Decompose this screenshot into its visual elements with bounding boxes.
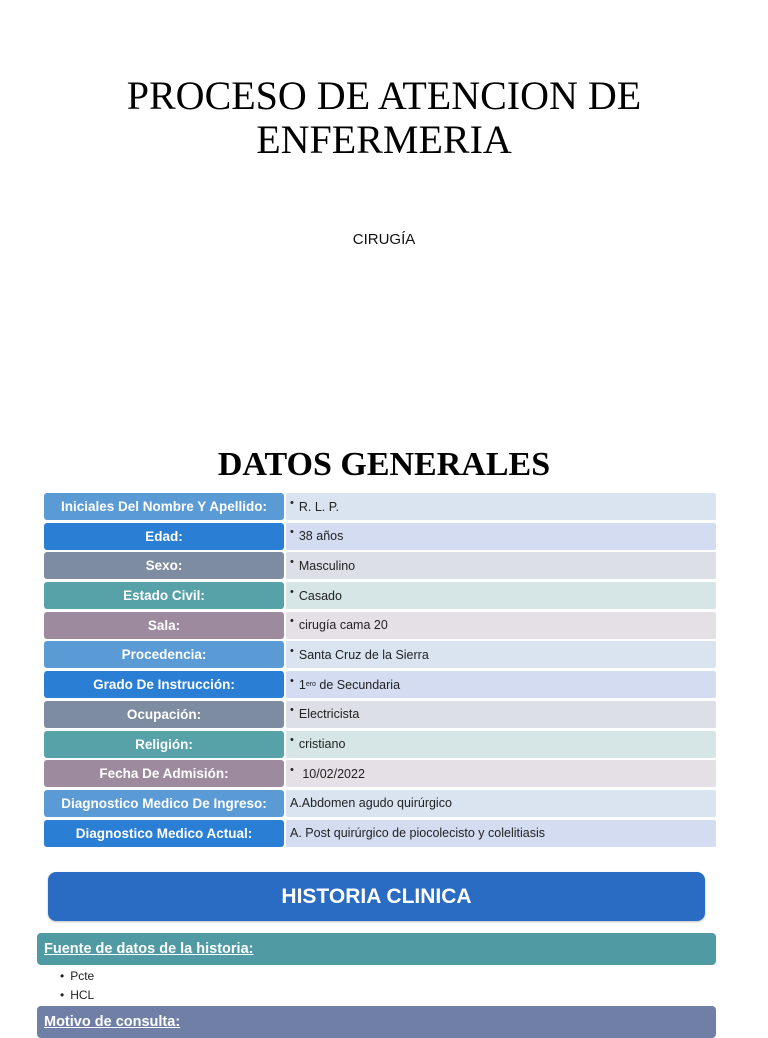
motivo-consulta-label: Motivo de consulta: xyxy=(44,1014,181,1030)
bullet-icon: • xyxy=(290,704,294,717)
historia-clinica-header: HISTORIA CLINICA xyxy=(48,872,705,921)
motivo-consulta-box xyxy=(37,1006,716,1038)
row-value xyxy=(286,790,716,817)
list-item: • HCL xyxy=(60,986,94,1005)
row-value-prefix: 1 xyxy=(298,677,306,692)
table-row xyxy=(44,493,716,520)
table-row xyxy=(44,790,716,817)
list-item: • Pcte xyxy=(60,967,94,986)
table-row xyxy=(44,671,716,698)
row-value xyxy=(286,671,716,698)
page-title xyxy=(0,74,768,162)
row-value xyxy=(286,582,716,609)
table-row xyxy=(44,820,716,847)
row-label: Edad: xyxy=(44,523,284,550)
row-value xyxy=(286,701,716,728)
row-value-text: R. L. P. xyxy=(298,499,339,514)
bullet-icon: • xyxy=(290,555,294,568)
row-label: Procedencia: xyxy=(44,641,284,668)
row-value-text: A. Post quirúrgico de piocolecisto y colelitiasis xyxy=(290,826,545,841)
row-value xyxy=(286,493,716,520)
bullet-icon: • xyxy=(290,763,294,776)
row-label: Sala: xyxy=(44,612,284,639)
row-label: Ocupación: xyxy=(44,701,284,728)
row-value-text: cristiano xyxy=(298,737,346,751)
row-value xyxy=(286,731,716,758)
fuente-datos-box xyxy=(37,933,716,965)
fuente-datos-list xyxy=(60,967,94,1005)
table-row xyxy=(44,760,716,787)
row-value xyxy=(286,641,716,668)
row-label: Grado De Instrucción: xyxy=(44,671,284,698)
row-label: Sexo: xyxy=(44,552,284,579)
row-value xyxy=(286,820,716,847)
row-value-text: A.Abdomen agudo quirúrgico xyxy=(290,796,452,811)
row-label: Estado Civil: xyxy=(44,582,284,609)
table-row xyxy=(44,731,716,758)
row-value xyxy=(286,523,716,550)
bullet-icon: • xyxy=(290,615,294,628)
bullet-icon: • xyxy=(290,734,294,746)
bullet-icon: • xyxy=(290,674,294,687)
table-row xyxy=(44,701,716,728)
row-value-text: 10/02/2022 xyxy=(298,766,365,781)
row-value-text: Electricista xyxy=(298,707,360,722)
bullet-icon: • xyxy=(290,526,294,539)
title-line-2: ENFERMERIA xyxy=(256,117,512,162)
row-label: Religión: xyxy=(44,731,284,758)
row-value xyxy=(286,760,716,787)
bullet-icon: • xyxy=(290,585,294,598)
table-row xyxy=(44,523,716,550)
bullet-icon: • xyxy=(290,644,294,657)
fuente-datos-label: Fuente de datos de la historia: xyxy=(44,941,254,957)
subtitle: CIRUGÍA xyxy=(352,231,416,248)
row-value-text: 38 años xyxy=(298,529,344,544)
row-value-text: Santa Cruz de la Sierra xyxy=(298,647,429,662)
row-value-text: Casado xyxy=(298,588,342,603)
table-row xyxy=(44,552,716,579)
row-label: Diagnostico Medico Actual: xyxy=(44,820,284,847)
row-value-superscript: ero xyxy=(305,681,316,689)
title-line-1: PROCESO DE ATENCION DE xyxy=(126,73,642,118)
section-title-datos-generales: DATOS GENERALES xyxy=(217,446,551,483)
row-label: Iniciales Del Nombre Y Apellido: xyxy=(44,493,284,520)
row-value-text: cirugía cama 20 xyxy=(298,618,388,633)
table-row xyxy=(44,612,716,639)
table-row xyxy=(44,582,716,609)
row-value-text: Masculino xyxy=(298,558,356,573)
row-value xyxy=(286,552,716,579)
bullet-icon: • xyxy=(290,496,294,509)
row-label: Diagnostico Medico De Ingreso: xyxy=(44,790,284,817)
row-label: Fecha De Admisión: xyxy=(44,760,284,787)
datos-generales-table xyxy=(44,493,716,849)
row-value-suffix: de Secundaria xyxy=(315,677,401,692)
table-row xyxy=(44,641,716,668)
row-value xyxy=(286,612,716,639)
